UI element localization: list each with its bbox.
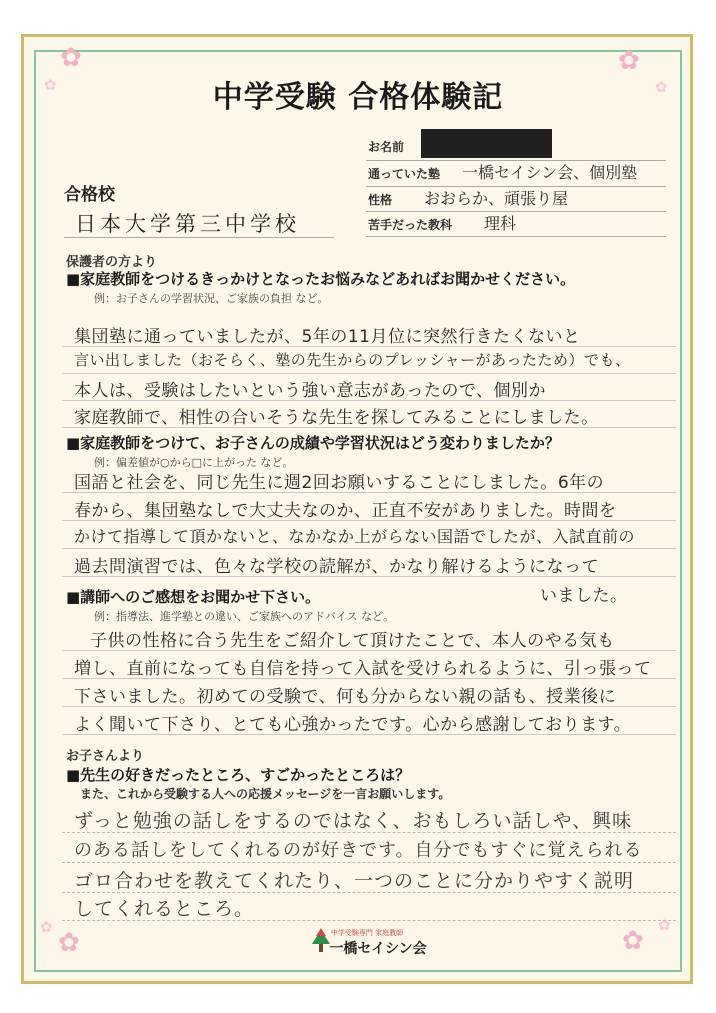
answer-3-line: 下さいました。初めての受験で、何も分からない親の話も、授業後に: [74, 687, 617, 707]
footer-brand: 一橋セイシン会: [329, 941, 427, 957]
cherry-blossom-icon: ✿: [655, 78, 668, 96]
question-2: ■家庭教師をつけて、お子さんの成績や学習状況はどう変わりましたか？: [66, 434, 560, 452]
dashed-line: [62, 862, 676, 863]
redacted-name: [421, 129, 552, 158]
footer-tagline: 中学受験専門 家庭教師: [330, 929, 404, 937]
answer-1-line: 言い出しました（おそらく、塾の先生からのプレッシャーがあったため）でも、: [74, 351, 631, 369]
cram-label: 通っていた塾: [368, 167, 441, 181]
name-label: お名前: [368, 140, 405, 154]
answer-1-line: 集団塾に通っていましたが、5年の11月位に突然行きたくないと: [74, 327, 581, 347]
page-title: 中学受験 合格体験記: [212, 80, 504, 115]
personality-value: おおらか、頑張り屋: [424, 189, 569, 208]
answer-3-line: よく聞いて下さり、とても心強かったです。心から感謝しております。: [74, 715, 632, 735]
child-heading: お子さんより: [66, 749, 145, 764]
answer-2-line: 国語と社会を、同じ先生に週2回お願いすることにしました。6年の: [74, 473, 605, 493]
question-3: ■講師へのご感想をお聞かせ下さい。: [66, 588, 321, 606]
child-answer-line: ゴロ合わせを教えてくれたり、一つのことに分かりやすく説明: [74, 870, 635, 892]
answer-1-line: 家庭教師で、相性の合いそうな先生を探してみることにしました。: [74, 408, 599, 428]
footer: [0, 928, 716, 958]
child-answer-line: してくれるところ。: [74, 898, 255, 920]
question-1: ■家庭教師をつけるきっかけとなったお悩みなどあればお聞かせください。: [66, 270, 576, 288]
question-3-example: 例：指導法、進学塾との違い、ご家族へのアドバイス など。: [94, 610, 395, 623]
ruled-line: [62, 548, 676, 549]
school-label: 合格校: [64, 185, 115, 205]
answer-2-line: いました。: [540, 586, 628, 606]
personality-label: 性格: [368, 193, 393, 207]
cherry-blossom-icon: ✿: [58, 928, 80, 958]
weak-subject-value: 理科: [484, 214, 517, 233]
answer-2-line: かけて指導して頂かないと、なかなか上がらない国語でしたが、入試直前の: [74, 527, 636, 546]
child-answer-line: のある話しをしてくれるのが好きです。自分でもすぐに覚えられる: [74, 840, 643, 861]
cherry-blossom-icon: ✿: [658, 916, 671, 934]
cherry-blossom-icon: ✿: [622, 926, 644, 956]
cherry-blossom-icon: ✿: [618, 46, 640, 76]
cherry-blossom-icon: ✿: [40, 918, 53, 936]
info-rule: [366, 236, 666, 237]
ruled-line: [62, 373, 676, 374]
child-question: ■先生の好きだったところ、すごかったところは？: [66, 766, 411, 784]
question-1-example: 例：お子さんの学習状況、ご家族の負担 など。: [94, 292, 329, 305]
school-name: 日本大学第三中学校: [75, 212, 300, 236]
child-question-2: また、これから受験する人への応援メッセージを一言お願いします。: [80, 787, 451, 801]
answer-2-line: 春から、集団塾なしで大丈夫なのか、正直不安がありました。時間を: [74, 501, 617, 521]
school-rule: [64, 237, 334, 238]
child-answer-line: ずっと勉強の話しをするのではなく、おもしろい話しや、興味: [74, 810, 633, 832]
guardian-heading: 保護者の方より: [66, 255, 158, 270]
cherry-blossom-icon: ✿: [60, 43, 82, 73]
weak-subject-label: 苦手だった教科: [368, 218, 453, 232]
cherry-blossom-icon: ✿: [44, 76, 57, 94]
answer-2-line: 過去問演習では、色々な学校の読解が、かなり解けるようになって: [74, 557, 599, 577]
answer-3-line: 増し、直前になっても自信を持って入試を受けられるように、引っ張って: [74, 659, 652, 679]
cram-value: 一橋セイシン会、個別塾: [462, 163, 638, 182]
answer-3-line: 子供の性格に合う先生をご紹介して頂けたことで、本人のやる気も: [90, 631, 615, 651]
question-2-example: 例：偏差値が○から□に上がった など。: [94, 456, 294, 469]
answer-1-line: 本人は、受験はしたいという強い意志があったので、個別か: [74, 381, 546, 401]
